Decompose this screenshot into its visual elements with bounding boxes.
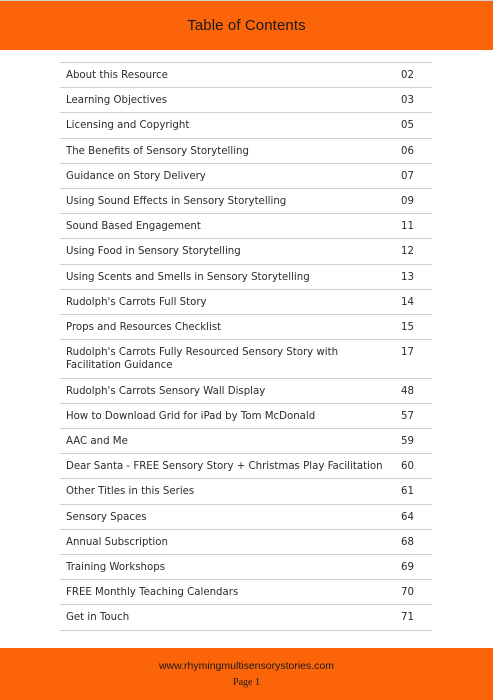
- toc-entry-page: 15: [401, 322, 414, 334]
- toc-entry-title: AAC and Me: [66, 436, 128, 448]
- header-bar: [0, 0, 493, 50]
- toc-entry-page: 13: [401, 271, 414, 283]
- website-link[interactable]: www.rhymingmultisensorystories.com: [158, 660, 335, 672]
- toc-entry[interactable]: [60, 379, 432, 404]
- toc-entry-title: Rudolph's Carrots Sensory Wall Display: [66, 385, 266, 397]
- toc-entry[interactable]: [60, 290, 432, 315]
- toc-entry-page: 69: [401, 562, 414, 574]
- toc-entry-page: 12: [401, 246, 414, 258]
- toc-entry[interactable]: [60, 580, 432, 605]
- toc-entry[interactable]: [60, 88, 432, 113]
- toc-entry-page: 17: [401, 347, 414, 359]
- toc-entry-page: 06: [401, 145, 414, 157]
- toc-entry-title: Dear Santa - FREE Sensory Story + Christmas Play Facilitation: [66, 461, 383, 473]
- toc-entry-title: The Benefits of Sensory Storytelling: [66, 145, 249, 157]
- page-title: Table of Contents: [187, 17, 306, 34]
- toc-entry-page: 14: [401, 296, 414, 308]
- toc-entry-page: 61: [401, 486, 414, 498]
- toc-entry[interactable]: [60, 164, 432, 189]
- toc-entry-page: 09: [401, 196, 414, 208]
- toc-entry-page: 60: [401, 461, 414, 473]
- toc-entry[interactable]: [60, 479, 432, 504]
- toc-entry-title: Learning Objectives: [66, 95, 168, 107]
- toc-entry-title: Guidance on Story Delivery: [66, 170, 206, 182]
- toc-entry[interactable]: [60, 239, 432, 264]
- toc-entry-title: Using Food in Sensory Storytelling: [66, 246, 241, 258]
- toc-entry-page: 05: [401, 120, 414, 132]
- toc-entry-page: 64: [401, 511, 414, 523]
- toc-entry-title: Using Scents and Smells in Sensory Storytelling: [66, 271, 310, 283]
- toc-entry-title: Rudolph's Carrots Fully Resourced Sensory Story with Facilitation Guidance: [66, 347, 339, 372]
- toc-entry-page: 59: [401, 436, 414, 448]
- toc-entry[interactable]: [60, 214, 432, 239]
- toc-entry-title: Get in Touch: [66, 612, 130, 624]
- table-of-contents: [60, 62, 432, 631]
- toc-entry-title: Licensing and Copyright: [66, 120, 190, 132]
- toc-entry-page: 48: [401, 385, 414, 397]
- toc-entry[interactable]: [60, 404, 432, 429]
- toc-entry[interactable]: [60, 429, 432, 454]
- toc-entry-title: Props and Resources Checklist: [66, 322, 222, 334]
- toc-entry[interactable]: [60, 315, 432, 340]
- toc-entry-title: How to Download Grid for iPad by Tom McDonald: [66, 410, 316, 422]
- toc-entry-page: 57: [401, 410, 414, 422]
- toc-entry[interactable]: [60, 530, 432, 555]
- toc-entry-title: Sensory Spaces: [66, 511, 147, 523]
- toc-entry-title: Rudolph's Carrots Full Story: [66, 296, 207, 308]
- toc-entry[interactable]: [60, 454, 432, 479]
- toc-entry-page: 02: [401, 70, 414, 81]
- toc-entry-title: Using Sound Effects in Sensory Storytelling: [66, 196, 287, 208]
- toc-entry[interactable]: [60, 505, 432, 530]
- toc-entry-page: 11: [401, 221, 414, 233]
- toc-entry-title: FREE Monthly Teaching Calendars: [66, 587, 239, 599]
- toc-entry-title: Annual Subscription: [66, 536, 168, 548]
- toc-entry-page: 07: [401, 170, 414, 182]
- toc-entry-title: About this Resource: [66, 70, 168, 81]
- toc-entry[interactable]: [60, 189, 432, 214]
- toc-entry[interactable]: [60, 139, 432, 164]
- footer-bar: [0, 648, 493, 700]
- toc-entry[interactable]: [60, 265, 432, 290]
- page-number: Page 1: [233, 677, 260, 688]
- toc-entry[interactable]: [60, 63, 432, 88]
- toc-entry-title: Sound Based Engagement: [66, 221, 201, 233]
- toc-entry-title: Other Titles in this Series: [66, 486, 195, 498]
- toc-entry-page: 71: [401, 612, 414, 624]
- toc-entry[interactable]: [60, 555, 432, 580]
- toc-entry-page: 03: [401, 95, 414, 107]
- toc-entry-title: Training Workshops: [66, 562, 166, 574]
- toc-entry-page: 68: [401, 536, 414, 548]
- toc-entry-page: 70: [401, 587, 414, 599]
- toc-entry[interactable]: [60, 113, 432, 138]
- toc-entry[interactable]: [60, 605, 432, 630]
- toc-entry[interactable]: [60, 340, 432, 378]
